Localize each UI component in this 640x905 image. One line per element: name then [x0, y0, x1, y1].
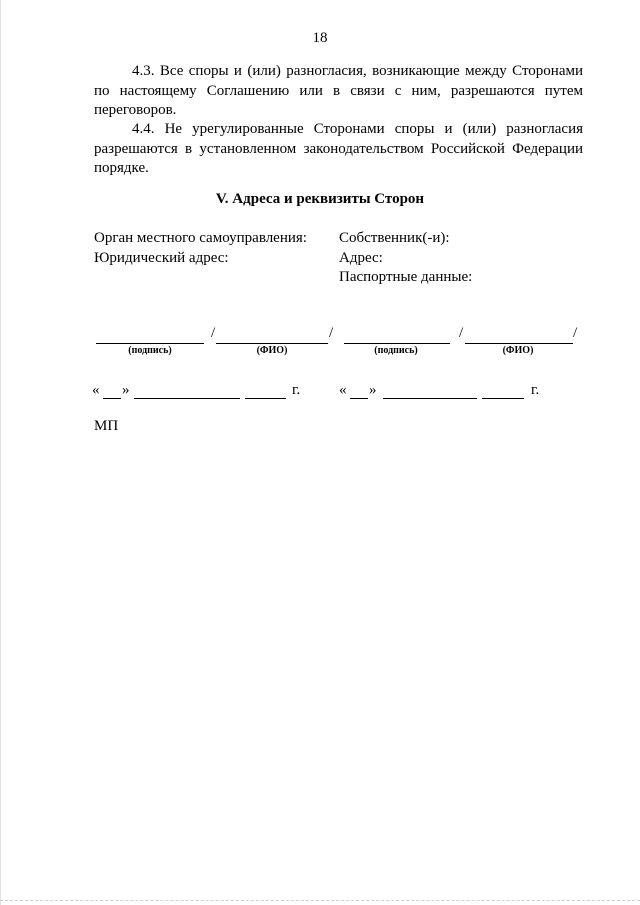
left-name-line[interactable]: [216, 343, 328, 344]
right-name-caption: (ФИО): [502, 345, 534, 356]
left-name-caption: (ФИО): [256, 345, 288, 356]
left-date-quote-close: »: [122, 382, 130, 398]
paragraph-4-4: [94, 120, 583, 179]
paragraph-4-4-text: 4.4. Не урегулированные Сторонами споры и (или) разногласия разрешаются в установленном законодательством Российской Федерации порядке.: [94, 121, 583, 176]
left-signature-slash-1: /: [211, 325, 216, 341]
left-signature-slash-2: /: [329, 325, 334, 341]
right-party-owner-label: Собственник(-и):: [339, 230, 450, 246]
page-number: 18: [312, 30, 328, 46]
right-party-passport-label: Паспортные данные:: [339, 269, 473, 285]
right-party-address-label: Адрес:: [339, 249, 383, 266]
stamp-placeholder: МП: [94, 418, 119, 434]
right-date-day-line[interactable]: [350, 398, 368, 399]
left-party-address-label: Юридический адрес:: [94, 249, 229, 266]
paragraph-4-3-text: 4.3. Все споры и (или) разногласия, возникающие между Сторонами по настоящему Соглашению или в связи с ним, разрешаются путем переговоров.: [94, 63, 583, 118]
right-date-year-suffix: г.: [531, 382, 540, 398]
section-title: V. Адреса и реквизиты Сторон: [215, 191, 425, 207]
left-signature-line[interactable]: [96, 343, 204, 344]
left-date-year-line[interactable]: [245, 398, 286, 399]
scan-edge-line: [0, 0, 1, 905]
left-party-organ-label: Орган местного самоуправления:: [94, 230, 307, 246]
right-signature-slash-2: /: [573, 325, 578, 341]
left-signature-caption: (подпись): [128, 345, 172, 356]
right-name-line[interactable]: [465, 343, 573, 344]
paragraph-4-3: [94, 62, 583, 121]
scan-bottom-edge: [0, 900, 640, 901]
right-date-month-line[interactable]: [383, 398, 477, 399]
right-signature-line[interactable]: [344, 343, 450, 344]
left-party-block: [94, 229, 307, 268]
right-signature-slash-1: /: [459, 325, 464, 341]
left-date-quote-open: «: [92, 382, 100, 398]
right-signature-caption: (подпись): [374, 345, 418, 356]
right-date-quote-close: »: [369, 382, 377, 398]
right-date-year-line[interactable]: [482, 398, 524, 399]
right-party-block: [339, 229, 472, 288]
right-date-quote-open: «: [339, 382, 347, 398]
left-date-year-suffix: г.: [292, 382, 301, 398]
left-date-day-line[interactable]: [103, 398, 121, 399]
left-date-month-line[interactable]: [134, 398, 240, 399]
